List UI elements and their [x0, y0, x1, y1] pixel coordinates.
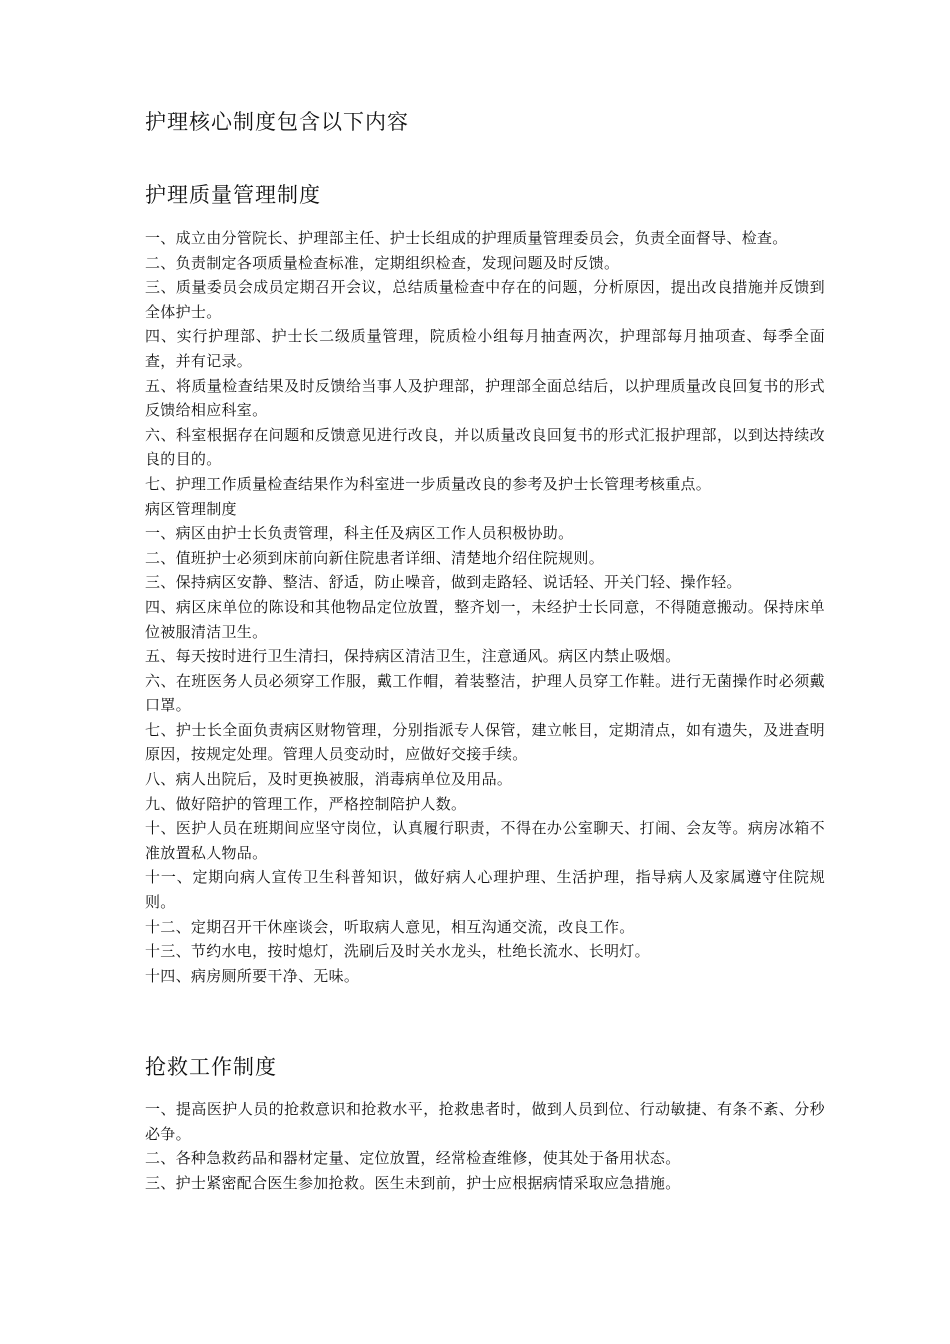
- paragraph: 六、在班医务人员必须穿工作服，戴工作帽，着装整洁，护理人员穿工作鞋。进行无菌操作时必须戴口罩。: [145, 671, 825, 715]
- paragraph: 十一、定期向病人宣传卫生科普知识，做好病人心理护理、生活护理，指导病人及家属遵守住院规则。: [145, 868, 825, 912]
- section-body-quality: [145, 226, 825, 988]
- paragraph: 十二、定期召开干休座谈会，听取病人意见，相互沟通交流，改良工作。: [145, 917, 635, 936]
- paragraph: 五、每天按时进行卫生清扫，保持病区清洁卫生，注意通风。病区内禁止吸烟。: [145, 647, 681, 666]
- document-title: 护理核心制度包含以下内容: [145, 110, 409, 134]
- paragraph: 十三、节约水电，按时熄灯，洗刷后及时关水龙头，杜绝长流水、长明灯。: [145, 942, 650, 961]
- paragraph: 六、科室根据存在问题和反馈意见进行改良，并以质量改良回复书的形式汇报护理部，以到达持续改良的目的。: [145, 425, 825, 469]
- paragraph: 四、实行护理部、护士长二级质量管理，院质检小组每月抽查两次，护理部每月抽项查、每季全面查，并有记录。: [145, 327, 825, 370]
- paragraph: 一、提高医护人员的抢救意识和抢救水平，抢救患者时，做到人员到位、行动敏捷、有条不紊、分秒必争。: [145, 1100, 825, 1143]
- paragraph: 十、医护人员在班期间应坚守岗位，认真履行职责，不得在办公室聊天、打闹、会友等。病房冰箱不准放置私人物品。: [145, 819, 825, 862]
- paragraph: 三、护士紧密配合医生参加抢救。医生未到前，护士应根据病情采取应急措施。: [145, 1173, 681, 1192]
- paragraph: 八、病人出院后，及时更换被服，消毒病单位及用品。: [145, 770, 513, 789]
- paragraph: 九、做好陪护的管理工作，严格控制陪护人数。: [145, 794, 467, 813]
- section-heading-rescue: 抢救工作制度: [145, 1055, 277, 1079]
- paragraph: 五、将质量检查结果及时反馈给当事人及护理部，护理部全面总结后，以护理质量改良回复书的形式反馈给相应科室。: [145, 376, 825, 420]
- paragraph: 四、病区床单位的陈设和其他物品定位放置，整齐划一，未经护士长同意，不得随意搬动。保持床单位被服清洁卫生。: [145, 597, 825, 641]
- paragraph: 二、值班护士必须到床前向新住院患者详细、清楚地介绍住院规则。: [145, 548, 605, 567]
- paragraph: 七、护士长全面负责病区财物管理，分别指派专人保管，建立帐目，定期清点，如有遗失，及进查明原因，按规定处理。管理人员变动时，应做好交接手续。: [145, 720, 825, 764]
- paragraph: 二、各种急救药品和器材定量、定位放置，经常检查维修，使其处于备用状态。: [145, 1149, 681, 1168]
- section-heading-quality: 护理质量管理制度: [145, 183, 321, 207]
- paragraph: 三、保持病区安静、整洁、舒适，防止噪音，做到走路轻、说话轻、开关门轻、操作轻。: [145, 573, 742, 592]
- section-body-rescue: [145, 1097, 825, 1195]
- paragraph: 三、质量委员会成员定期召开会议，总结质量检查中存在的问题，分析原因，提出改良措施并反馈到全体护士。: [145, 278, 825, 321]
- subsection-heading-ward: 病区管理制度: [145, 499, 237, 518]
- paragraph: 二、负责制定各项质量检查标准，定期组织检查，发现问题及时反馈。: [145, 253, 620, 272]
- paragraph: 七、护理工作质量检查结果作为科室进一步质量改良的参考及护士长管理考核重点。: [145, 474, 712, 493]
- paragraph: 一、病区由护士长负责管理，科主任及病区工作人员积极协助。: [145, 524, 574, 543]
- paragraph: 十四、病房厕所要干净、无味。: [145, 966, 360, 985]
- paragraph: 一、成立由分管院长、护理部主任、护士长组成的护理质量管理委员会，负责全面督导、检查。: [145, 229, 788, 247]
